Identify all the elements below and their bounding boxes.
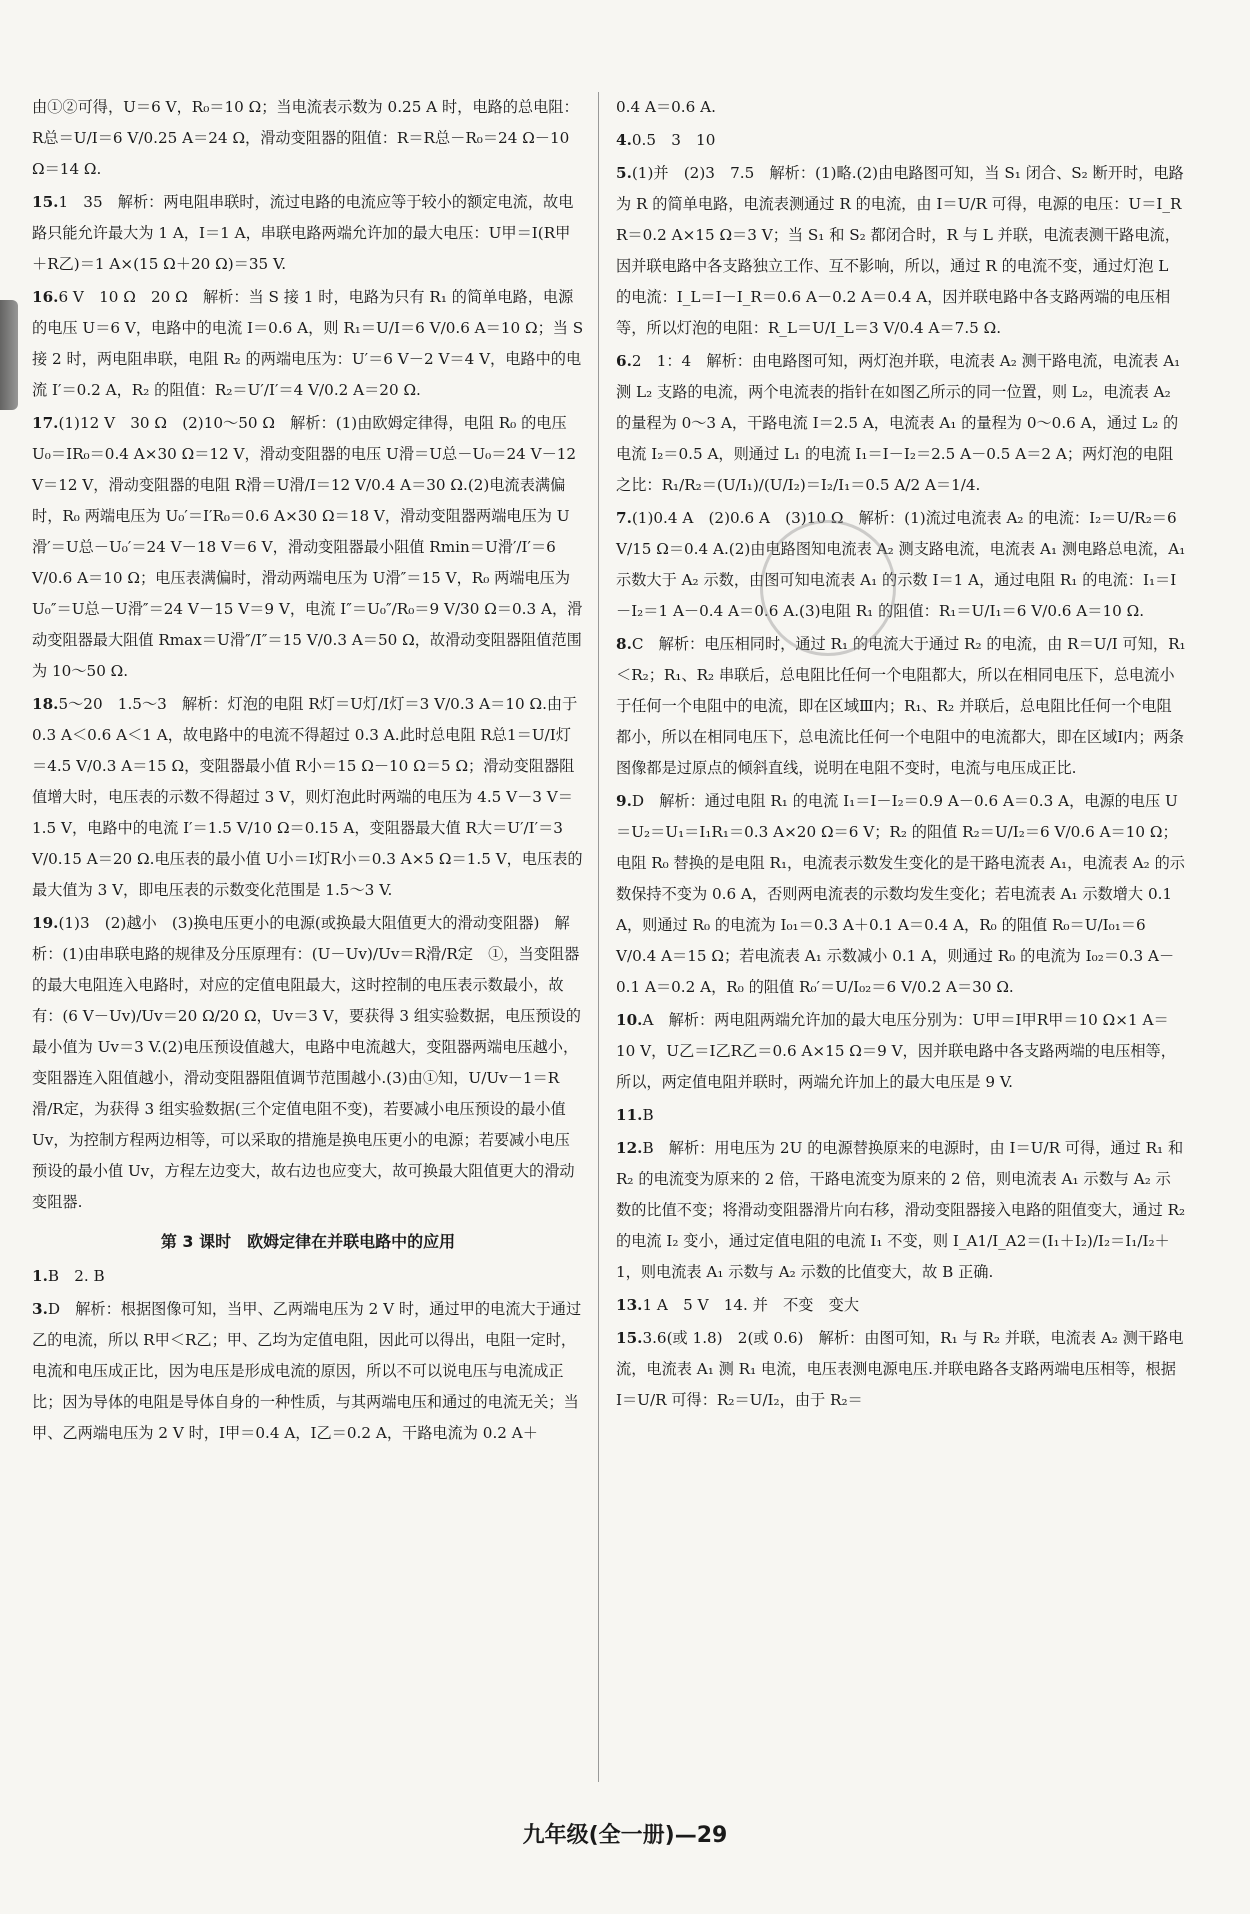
answer-number: 9. <box>616 792 632 810</box>
answer-text: 1 A 5 V 14. 并 不变 变大 <box>642 1296 860 1314</box>
answer-continuation <box>616 92 1186 123</box>
answer-item <box>32 408 584 687</box>
answer-item <box>616 125 1186 156</box>
answer-item <box>616 158 1186 344</box>
answer-text: B <box>642 1106 654 1124</box>
answer-item <box>616 786 1186 1003</box>
answer-item <box>32 908 584 1218</box>
answer-text: (1)0.4 A (2)0.6 A (3)10 Ω 解析：(1)流过电流表 A₂ 的电流：I₂＝U/R₂＝6 V/15 Ω＝0.4 A.(2)由电路图知电流表 A₂ 测支路电流，电流表 A₁ 测电路总电流，A₁ 示数大于 A₂ 示数，由图可知电流表 A₁ 的示数 I＝1 A，通过电阻 R₁ 的电流：I₁＝I－I₂＝1 A－0.4 A＝0.6 A.(3)电阻 R₁ 的阻值：R₁＝U/I₁＝6 V/0.6 A＝10 Ω. <box>616 509 1186 620</box>
answer-text: 3.6(或 1.8) 2(或 0.6) 解析：由图可知，R₁ 与 R₂ 并联，电流表 A₂ 测干路电流，电流表 A₁ 测 R₁ 电流，电压表测电源电压.并联电路各支路两端电压相等，根据 I＝U/R 可得：R₂＝U/I₂，由于 R₂＝ <box>616 1329 1184 1409</box>
answer-number: 1. <box>32 1267 48 1285</box>
answer-number: 11. <box>616 1106 643 1124</box>
answer-text: (1)3 (2)越小 (3)换电压更小的电源(或换最大阻值更大的滑动变阻器) 解析：(1)由串联电路的规律及分压原理有：(U－Uv)/Uv＝R滑/R定 ①，当变阻器的最大电阻连入电路时，对应的定值电阻最大，这时控制的电压表示数最小，故有：(6 V－Uv)/Uv＝20 Ω/20 Ω，Uv＝3 V，要获得 3 组实验数据，电压预设的最小值为 Uv＝3 V.(2)电压预设值越大，电路中电流越大，变阻器两端电压越小，变阻器连入阻值越小，滑动变阻器阻值调节范围越小.(3)由①知，U/Uv－1＝R滑/R定，为获得 3 组实验数据(三个定值电阻不变)，若要减小电压预设的最小值 Uv，为控制方程两边相等，可以采取的措施是换电压更小的电源；若要减小电压预设的最小值 Uv，方程左边变大，故右边也应变大，故可换最大阻值更大的滑动变阻器. <box>32 914 581 1211</box>
page-footer: 九年级(全一册)—29 <box>522 1823 728 1848</box>
right-column <box>616 92 1186 1418</box>
binding-shadow <box>0 300 18 410</box>
answer-number: 4. <box>616 131 632 149</box>
answer-number: 3. <box>32 1300 48 1318</box>
answer-item <box>616 1133 1186 1288</box>
answer-number: 16. <box>32 288 59 306</box>
answer-number: 7. <box>616 509 632 527</box>
answer-number: 18. <box>32 695 59 713</box>
answer-number: 8. <box>616 635 632 653</box>
answer-text: B 2. B <box>47 1267 105 1285</box>
answer-text: B 解析：用电压为 2U 的电源替换原来的电源时，由 I＝U/R 可得，通过 R₁ 和 R₂ 的电流变为原来的 2 倍，干路电流变为原来的 2 倍，则电流表 A₁ 示数与 A₂ 示数的比值不变；将滑动变阻器滑片向右移，滑动变阻器接入电路的阻值变大，通过 R₂ 的电流 I₂ 变小，通过定值电阻的电流 I₁ 不变，则 I_A1/I_A2＝(I₁＋I₂)/I₂＝I₁/I₂＋1，则电流表 A₁ 示数与 A₂ 示数的比值变大，故 B 正确. <box>616 1139 1186 1281</box>
answer-item <box>616 1005 1186 1098</box>
answer-item <box>616 346 1186 501</box>
answer-text: D 解析：通过电阻 R₁ 的电流 I₁＝I－I₂＝0.9 A－0.6 A＝0.3 A，电源的电压 U＝U₂＝U₁＝I₁R₁＝0.3 A×20 Ω＝6 V；R₂ 的阻值 R₂＝U/I₂＝6 V/0.6 A＝10 Ω；电阻 R₀ 替换的是电阻 R₁，电流表示数发生变化的是干路电流表 A₁，电流表 A₂ 的示数保持不变为 0.6 A，否则两电流表的示数均发生变化；若电流表 A₁ 示数增大 0.1 A，则通过 R₀ 的电流为 I₀₁＝0.3 A＋0.1 A＝0.4 A，R₀ 的阻值 R₀＝U/I₀₁＝6 V/0.4 A＝15 Ω；若电流表 A₁ 示数减小 0.1 A，则通过 R₀ 的电流为 I₀₂＝0.3 A－0.1 A＝0.2 A，R₀ 的阻值 R₀′＝U/I₀₂＝6 V/0.2 A＝30 Ω. <box>616 792 1185 996</box>
answer-item <box>32 1261 584 1292</box>
answer-number: 13. <box>616 1296 643 1314</box>
answer-number: 17. <box>32 414 59 432</box>
answer-item <box>616 1290 1186 1321</box>
answer-item <box>616 629 1186 784</box>
answer-item <box>32 689 584 906</box>
answer-text: 1 35 解析：两电阻串联时，流过电路的电流应等于较小的额定电流，故电路只能允许最大为 1 A，I＝1 A，串联电路两端允许加的最大电压：U甲＝I(R甲＋R乙)＝1 A×(15 Ω＋20 Ω)＝35 V. <box>32 193 574 273</box>
answer-item <box>32 1294 584 1449</box>
answer-item <box>616 1323 1186 1416</box>
answer-text: D 解析：根据图像可知，当甲、乙两端电压为 2 V 时，通过甲的电流大于通过乙的电流，所以 R甲＜R乙；甲、乙均为定值电阻，因此可以得出，电阻一定时，电流和电压成正比，因为电压是形成电流的原因，所以不可以说电压与电流成正比；因为导体的电阻是导体自身的一种性质，与其两端电压和通过的电流无关；当甲、乙两端电压为 2 V 时，I甲＝0.4 A，I乙＝0.2 A，干路电流为 0.2 A＋ <box>32 1300 582 1442</box>
answer-number: 5. <box>616 164 632 182</box>
answer-text: 由①②可得，U＝6 V，R₀＝10 Ω；当电流表示数为 0.25 A 时，电路的总电阻：R总＝U/I＝6 V/0.25 A＝24 Ω，滑动变阻器的阻值：R＝R总－R₀＝24 Ω－10 Ω＝14 Ω. <box>32 98 579 178</box>
answer-number: 15. <box>32 193 59 211</box>
answer-number: 10. <box>616 1011 643 1029</box>
answer-text: 5～20 1.5～3 解析：灯泡的电阻 R灯＝U灯/I灯＝3 V/0.3 A＝10 Ω.由于 0.3 A＜0.6 A＜1 A，故电路中的电流不得超过 0.3 A.此时总电阻 R总1＝U/I灯＝4.5 V/0.3 A＝15 Ω，变阻器最小值 R小＝15 Ω－10 Ω＝5 Ω；滑动变阻器阻值增大时，电压表的示数不得超过 3 V，则灯泡此时两端的电压为 4.5 V－3 V＝1.5 V，电路中的电流 I′＝1.5 V/10 Ω＝0.15 A，变阻器最大值 R大＝U′/I′＝3 V/0.15 A＝20 Ω.电压表的最小值 U小＝I灯R小＝0.3 A×5 Ω＝1.5 V，电压表的最大值为 3 V，即电压表的示数变化范围是 1.5～3 V. <box>32 695 583 899</box>
answer-continuation <box>32 92 584 185</box>
answer-number: 19. <box>32 914 59 932</box>
answer-text: A 解析：两电阻两端允许加的最大电压分别为：U甲＝I甲R甲＝10 Ω×1 A＝10 V，U乙＝I乙R乙＝0.6 A×15 Ω＝9 V，因并联电路中各支路两端的电压相等，所以，两定值电阻并联时，两端允许加上的最大电压是 9 V. <box>616 1011 1176 1091</box>
answer-item <box>616 1100 1186 1131</box>
answer-number: 12. <box>616 1139 643 1157</box>
answer-number: 6. <box>616 352 632 370</box>
answer-text: (1)12 V 30 Ω (2)10～50 Ω 解析：(1)由欧姆定律得，电阻 R₀ 的电压 U₀＝IR₀＝0.4 A×30 Ω＝12 V，滑动变阻器的电压 U滑＝U总－U₀＝24 V－12 V＝12 V，滑动变阻器的电阻 R滑＝U滑/I＝12 V/0.4 A＝30 Ω.(2)电流表满偏时，R₀ 两端电压为 U₀′＝I′R₀＝0.6 A×30 Ω＝18 V，滑动变阻器两端电压为 U滑′＝U总－U₀′＝24 V－18 V＝6 V，滑动变阻器最小阻值 Rmin＝U滑′/I′＝6 V/0.6 A＝10 Ω；电压表满偏时，滑动两端电压为 U滑″＝15 V，R₀ 两端电压为 U₀″＝U总－U滑″＝24 V－15 V＝9 V，电流 I″＝U₀″/R₀＝9 V/30 Ω＝0.3 A，滑动变阻器最大阻值 Rmax＝U滑″/I″＝15 V/0.3 A＝50 Ω，故滑动变阻器阻值范围为 10～50 Ω. <box>32 414 583 680</box>
answer-item <box>32 187 584 280</box>
section-title: 第 3 课时 欧姆定律在并联电路中的应用 <box>160 1232 456 1251</box>
answer-text: 0.4 A＝0.6 A. <box>616 98 716 116</box>
watermark-stamp <box>760 520 896 656</box>
answer-item <box>616 503 1186 627</box>
answer-text: C 解析：电压相同时，通过 R₁ 的电流大于通过 R₂ 的电流，由 R＝U/I 可知，R₁＜R₂；R₁、R₂ 串联后，总电阻比任何一个电阻都大，所以在相同电压下，总电流小于任何一个电阻中的电流，即在区域Ⅲ内；R₁、R₂ 并联后，总电阻比任何一个电阻都小，所以在相同电压下，总电流比任何一个电阻中的电流都大，即在区域Ⅰ内；两条图像都是过原点的倾斜直线，说明在电阻不变时，电流与电压成正比. <box>616 635 1186 777</box>
answer-text: 0.5 3 10 <box>631 131 716 149</box>
answer-number: 15. <box>616 1329 643 1347</box>
answer-text: 2 1：4 解析：由电路图可知，两灯泡并联，电流表 A₂ 测干路电流，电流表 A₁ 测 L₂ 支路的电流，两个电流表的指针在如图乙所示的同一位置，则 L₂，电流表 A₂ 的量程为 0～3 A，干路电流 I＝2.5 A，电流表 A₁ 的量程为 0～0.6 A，通过 L₂ 的电流 I₂＝0.5 A，则通过 L₁ 的电流 I₁＝I－I₂＝2.5 A－0.5 A＝2 A；两灯泡的电阻之比：R₁/R₂＝(U/I₁)/(U/I₂)＝I₂/I₁＝0.5 A/2 A＝1/4. <box>616 352 1181 494</box>
answer-text: (1)并 (2)3 7.5 解析：(1)略.(2)由电路图可知，当 S₁ 闭合、S₂ 断开时，电路为 R 的简单电路，电流表测通过 R 的电流，由 I＝U/R 可得，电源的电压：U＝I_R R＝0.2 A×15 Ω＝3 V；当 S₁ 和 S₂ 都闭合时，R 与 L 并联，电流表测干路电流，因并联电路中各支路独立工作、互不影响，所以，通过 R 的电流不变，通过灯泡 L 的电流：I_L＝I－I_R＝0.6 A－0.2 A＝0.4 A，因并联电路中各支路两端的电压相等，所以灯泡的电阻：R_L＝U/I_L＝3 V/0.4 A＝7.5 Ω. <box>616 164 1184 337</box>
left-column <box>32 92 584 1451</box>
answer-item <box>32 282 584 406</box>
answer-text: 6 V 10 Ω 20 Ω 解析：当 S 接 1 时，电路为只有 R₁ 的简单电路，电源的电压 U＝6 V，电路中的电流 I＝0.6 A，则 R₁＝U/I＝6 V/0.6 A＝10 Ω；当 S 接 2 时，两电阻串联，电阻 R₂ 的两端电压为：U′＝6 V－2 V＝4 V，电路中的电流 I′＝0.2 A，R₂ 的阻值：R₂＝U′/I′＝4 V/0.2 A＝20 Ω. <box>32 288 584 399</box>
column-divider <box>598 92 599 1782</box>
